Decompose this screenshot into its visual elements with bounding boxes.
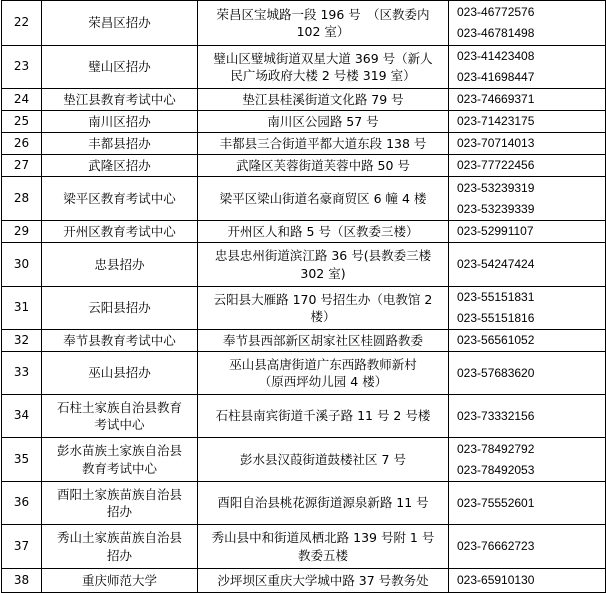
row-number: 33 — [2, 352, 42, 395]
office-name-cell — [42, 395, 198, 438]
address-line: 巫山县高唐街道广东西路教师新村 — [229, 356, 417, 372]
table-row — [2, 155, 606, 177]
phone-number: 023-41423408 — [457, 49, 535, 63]
table-row — [2, 46, 606, 89]
address-cell — [198, 46, 449, 89]
address-line: 彭水县汉葭街道鼓楼社区 7 号 — [240, 451, 406, 467]
row-number: 23 — [2, 46, 42, 89]
phone-number: 023-78492053 — [457, 462, 535, 477]
office-name-cell — [42, 525, 198, 569]
phone-number: 023-41698447 — [457, 70, 535, 84]
phone-cell — [449, 352, 606, 395]
phone-number: 023-75552601 — [457, 495, 535, 510]
office-name: 垫江县教育考试中心 — [42, 89, 198, 111]
phone-number: 023-73332156 — [457, 408, 535, 423]
phone-number: 023-53239339 — [457, 201, 535, 216]
phone-number: 023-71423175 — [457, 114, 535, 128]
address-cell — [198, 243, 449, 287]
address-cell — [198, 352, 449, 395]
phone-number: 023-74669371 — [457, 92, 535, 106]
office-name: 南川区招办 — [42, 111, 198, 133]
table-row — [2, 482, 606, 525]
office-name: 开州区教育考试中心 — [42, 221, 198, 243]
phone-cell — [449, 330, 606, 352]
address-cell — [198, 287, 449, 330]
row-number: 25 — [2, 111, 42, 133]
exam-office-table — [1, 0, 606, 593]
phone-number: 023-54247424 — [457, 257, 535, 271]
address-line: 石柱县南宾街道千溪子路 11 号 2 号楼 — [215, 408, 431, 424]
phone-number: 023-77722456 — [457, 158, 535, 172]
address-line: 教委五楼 — [297, 547, 348, 563]
address-line: 云阳县大雁路 170 号招生办（电教馆 2 — [213, 291, 433, 307]
office-name: 武隆区招办 — [42, 155, 198, 177]
address-cell — [198, 221, 449, 243]
row-number: 22 — [2, 1, 42, 46]
office-name: 考试中心 — [94, 417, 145, 432]
phone-cell — [449, 1, 606, 46]
office-name-cell — [42, 438, 198, 482]
address-line: 璧山区璧城街道双星大道 369 号（新人 — [213, 50, 433, 66]
phone-number: 023-53239319 — [457, 180, 535, 195]
row-number: 37 — [2, 525, 42, 569]
phone-cell — [449, 111, 606, 133]
phone-number: 023-56561052 — [457, 333, 535, 347]
office-name: 云阳县招办 — [42, 287, 198, 330]
address-line: 302 室) — [300, 265, 346, 281]
address-line: 南川区公园路 57 号 — [267, 113, 379, 129]
office-name: 招办 — [106, 547, 132, 563]
office-name: 招办 — [106, 504, 132, 519]
row-number: 29 — [2, 221, 42, 243]
phone-number: 023-57683620 — [457, 365, 535, 380]
address-cell — [198, 569, 449, 593]
phone-cell — [449, 155, 606, 177]
phone-cell — [449, 221, 606, 243]
office-name: 石柱土家族自治县教育 — [56, 399, 182, 415]
address-cell — [198, 89, 449, 111]
phone-number: 023-65910130 — [457, 573, 535, 587]
table-row — [2, 177, 606, 221]
address-line: 奉节县西部新区胡家社区桂圆路教委 — [222, 332, 423, 348]
row-number: 35 — [2, 438, 42, 482]
address-line: （原西坪幼儿园 4 楼） — [258, 374, 388, 389]
address-line: 酉阳自治县桃花源街道源泉新路 11 号 — [217, 495, 429, 511]
address-cell — [198, 525, 449, 569]
address-line: 武隆区芙蓉街道芙蓉中路 50 号 — [236, 157, 410, 173]
row-number: 27 — [2, 155, 42, 177]
office-name: 奉节县教育考试中心 — [42, 330, 198, 352]
address-line: 秀山县中和街道凤栖北路 139 号附 1 号 — [211, 530, 435, 545]
table-row — [2, 133, 606, 155]
row-number: 30 — [2, 243, 42, 287]
table-row — [2, 330, 606, 352]
row-number: 26 — [2, 133, 42, 155]
table-row — [2, 569, 606, 593]
address-line: 垫江县桂溪街道文化路 79 号 — [242, 91, 404, 107]
phone-cell — [449, 133, 606, 155]
table-row — [2, 1, 606, 46]
phone-cell — [449, 482, 606, 525]
table-row — [2, 395, 606, 438]
table-row — [2, 221, 606, 243]
table-row — [2, 89, 606, 111]
row-number: 34 — [2, 395, 42, 438]
phone-cell — [449, 89, 606, 111]
table-row — [2, 525, 606, 569]
address-line: 荣昌区宝城路一段 196 号 （区教委内 — [216, 6, 430, 22]
phone-cell — [449, 569, 606, 593]
phone-cell — [449, 438, 606, 482]
phone-cell — [449, 287, 606, 330]
address-cell — [198, 482, 449, 525]
table-row — [2, 438, 606, 482]
phone-number: 023-46772576 — [457, 5, 535, 19]
office-name: 秀山土家族苗族自治县 — [56, 530, 182, 545]
office-name-cell — [42, 482, 198, 525]
phone-number: 023-55151816 — [457, 311, 535, 325]
address-line: 梁平区梁山街道名豪商贸区 6 幢 4 楼 — [219, 190, 427, 206]
phone-cell — [449, 395, 606, 438]
phone-cell — [449, 177, 606, 221]
office-name: 重庆师范大学 — [42, 569, 198, 593]
phone-number: 023-46781498 — [457, 26, 535, 40]
row-number: 31 — [2, 287, 42, 330]
row-number: 24 — [2, 89, 42, 111]
table-row — [2, 111, 606, 133]
address-cell — [198, 177, 449, 221]
phone-number: 023-76662723 — [457, 539, 535, 553]
address-cell — [198, 111, 449, 133]
table-row — [2, 287, 606, 330]
phone-number: 023-78492792 — [457, 441, 535, 456]
address-cell — [198, 330, 449, 352]
office-name: 璧山区招办 — [42, 46, 198, 89]
office-name: 梁平区教育考试中心 — [42, 177, 198, 221]
address-line: 楼） — [310, 309, 336, 324]
address-cell — [198, 155, 449, 177]
address-cell — [198, 395, 449, 438]
office-name: 彭水苗族土家族自治县 — [56, 443, 182, 458]
row-number: 32 — [2, 330, 42, 352]
phone-number: 023-55151831 — [457, 290, 535, 304]
phone-cell — [449, 243, 606, 287]
phone-cell — [449, 46, 606, 89]
phone-cell — [449, 525, 606, 569]
office-name: 巫山县招办 — [42, 352, 198, 395]
address-line: 忠县忠州街道滨江路 36 号(县教委三楼 — [214, 248, 432, 263]
address-cell — [198, 438, 449, 482]
row-number: 36 — [2, 482, 42, 525]
address-line: 丰都县三合街道平都大道东段 138 号 — [219, 135, 427, 151]
office-name: 丰都县招办 — [42, 133, 198, 155]
address-line: 102 室） — [296, 24, 350, 39]
row-number: 28 — [2, 177, 42, 221]
address-cell — [198, 133, 449, 155]
table-body — [2, 1, 606, 593]
office-name: 忠县招办 — [42, 243, 198, 287]
phone-number: 023-70714013 — [457, 136, 535, 150]
address-line: 民广场政府大楼 2 号楼 319 室） — [230, 68, 416, 83]
address-line: 开州区人和路 5 号（区教委三楼） — [227, 223, 419, 239]
address-line: 沙坪坝区重庆大学城中路 37 号教务处 — [217, 572, 429, 588]
office-name: 教育考试中心 — [81, 460, 157, 476]
table-row — [2, 352, 606, 395]
row-number: 38 — [2, 569, 42, 593]
table-row — [2, 243, 606, 287]
phone-number: 023-52991107 — [457, 224, 534, 238]
office-name: 酉阳土家族苗族自治县 — [56, 486, 182, 502]
address-cell — [198, 1, 449, 46]
office-name: 荣昌区招办 — [42, 1, 198, 46]
